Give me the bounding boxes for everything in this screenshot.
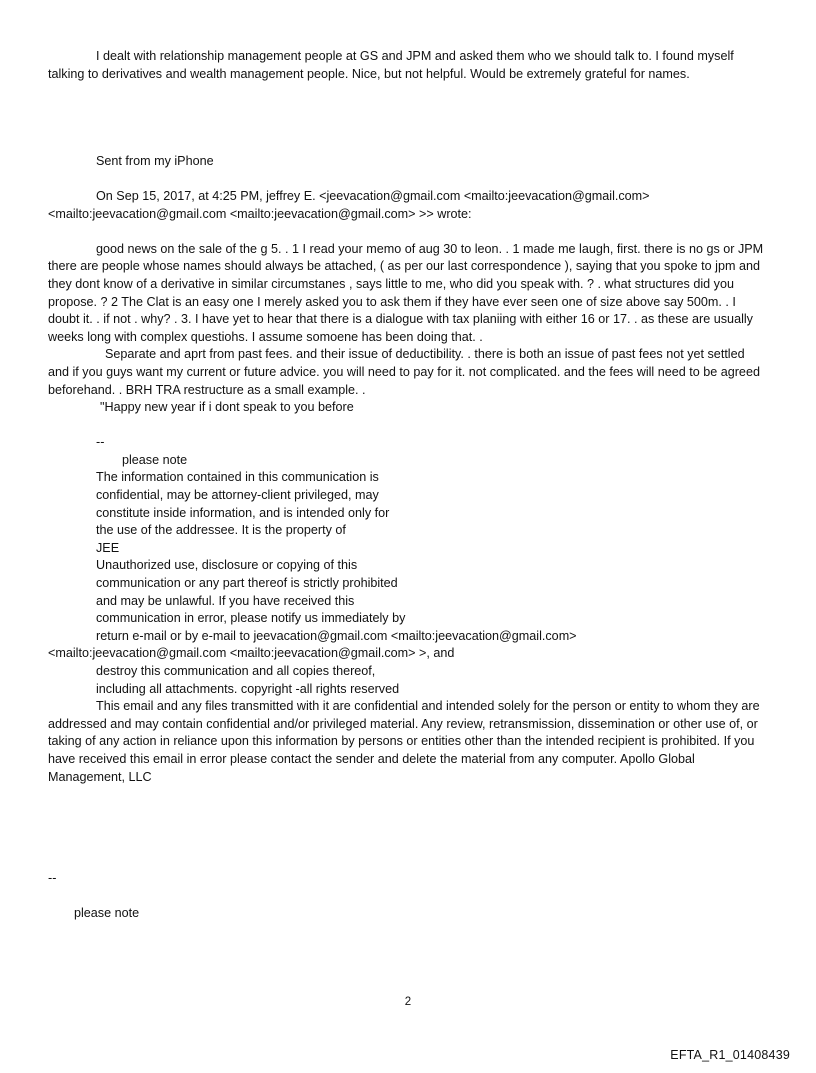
disclaimer-line: The information contained in this communication is (96, 470, 379, 485)
quoted-body-paragraph-2: Separate and aprt from past fees. and their issue of deductibility. . there is both an issue of past fees not yet settled and if you guys want my current or future advice. you will need to pay for it. not complicated. and the fees will need to be agreed beforehand. . BRH TRA restructure as a small example. . (48, 347, 760, 397)
disclaimer-wrap-line: <mailto:jeevacation@gmail.com <mailto:jeevacation@gmail.com> >, and (48, 646, 455, 661)
spacer (48, 83, 764, 135)
please-note-label-2: please note (74, 906, 140, 921)
signature-separator-2: -- (48, 871, 57, 886)
disclaimer-line: return e-mail or by e-mail to jeevacation@gmail.com <mailto:jeevacation@gmail.com> (96, 628, 577, 643)
quoted-body-paragraph-3: "Happy new year if i dont speak to you before (100, 400, 354, 415)
disclaimer-line: and may be unlawful. If you have received this (96, 593, 355, 608)
disclaimer-line: destroy this communication and all copies thereof, (96, 664, 376, 678)
disclaimer-line: Unauthorized use, disclosure or copying of this (96, 558, 358, 573)
disclaimer-line: communication or any part thereof is strictly prohibited (96, 576, 398, 591)
sent-from-line: Sent from my iPhone (96, 153, 214, 168)
disclaimer-line: JEE (96, 540, 120, 555)
reply-paragraph: I dealt with relationship management people at GS and JPM and asked them who we should talk to. I found myself talking to derivatives and wealth management people. Nice, but not helpful. Would be extremely grateful for names. (48, 49, 734, 81)
disclaimer-end-block (48, 663, 764, 698)
page-number: 2 (404, 996, 412, 1008)
spacer (48, 170, 764, 188)
apollo-confidentiality-notice: This email and any files transmitted with it are confidential and intended solely for the person or entity to whom they are addressed and may contain confidential and/or privileged material. Any review, retransmission, dissemination or other use of, or taking of any action in reliance upon this information by persons or entities other than the intended recipient is prohibited. If you have received this email in error please contact the sender and delete the material from any computer. Apollo Global Management, LLC (48, 699, 760, 784)
document-body (48, 48, 764, 923)
spacer (48, 417, 764, 435)
quoted-body-paragraph-1: good news on the sale of the g 5. . 1 I read your memo of aug 30 to leon. . 1 made me laugh, first. there is no gs or JPM there are people whose names should always be attached, ( as per our last correspondence ), saying that you spoke to jpm and they dont know of a derivative in similar circumstanes , says little to me, who did you speak with. ? . what structures did you propose. ? 2 The Clat is an easy one I merely asked you to ask them if they have ever seen one of size above say 500m. . I doubt it. . if not . why? . 3. I have yet to hear that there is a dialogue with tax planiing with either 16 or 17. . as these are usually weeks long with complex questiohs. I assume somoene has been doing that. . (48, 241, 764, 344)
disclaimer-block (48, 469, 764, 645)
disclaimer-line: confidential, may be attorney-client privileged, may (96, 488, 379, 503)
spacer (48, 888, 764, 906)
please-note-label: please note (122, 452, 188, 467)
disclaimer-line: constitute inside information, and is intended only for (96, 505, 390, 520)
disclaimer-line: the use of the addressee. It is the property of (96, 523, 346, 538)
spacer (48, 223, 764, 241)
signature-separator: -- (96, 435, 105, 450)
disclaimer-line: communication in error, please notify us immediately by (96, 611, 406, 626)
bates-number: EFTA_R1_01408439 (670, 1048, 790, 1062)
quote-header: On Sep 15, 2017, at 4:25 PM, jeffrey E. <jeevacation@gmail.com <mailto:jeevacation@gmail.com> <mailto:jeevacation@gmail.com <mailto:jeevacation@gmail.com> >> wrote: (48, 188, 650, 221)
spacer (48, 786, 764, 870)
disclaimer-line: including all attachments. copyright -all rights reserved (96, 681, 400, 696)
spacer (48, 135, 764, 153)
